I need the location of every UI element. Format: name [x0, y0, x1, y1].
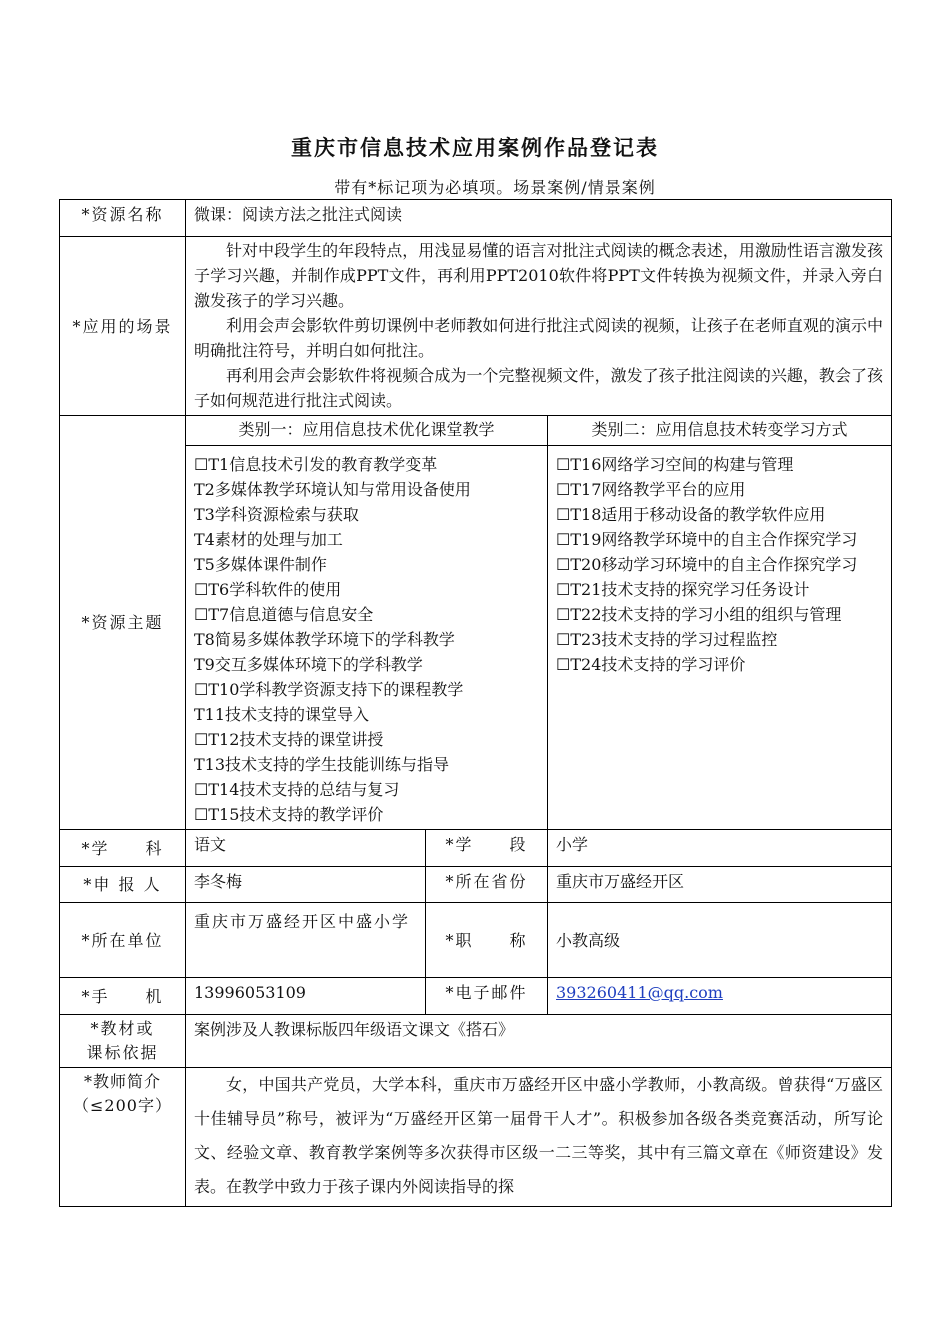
topic-checkbox-item[interactable]: ☐T20移动学习环境中的自主合作探究学习: [556, 555, 858, 574]
bio-label: [60, 1068, 186, 1207]
row-resource-name: [60, 200, 892, 237]
topic-checkbox-item[interactable]: ☐T19网络教学环境中的自主合作探究学习: [556, 530, 858, 549]
scene-content: [186, 237, 892, 416]
form-title: 重庆市信息技术应用案例作品登记表: [291, 135, 659, 160]
subject-value: 语文: [186, 830, 426, 867]
topic-item: T9交互多媒体环境下的学科教学: [194, 655, 423, 674]
subject-label: *学 科: [60, 830, 186, 867]
topic-checkbox-item[interactable]: ☐T22技术支持的学习小组的组织与管理: [556, 605, 842, 624]
topic-checkbox-item[interactable]: ☐T21技术支持的探究学习任务设计: [556, 580, 810, 599]
title-rank-value: 小教高级: [548, 903, 892, 978]
row-phone: [60, 978, 892, 1015]
textbook-label-line: *教材或: [90, 1019, 155, 1038]
topic-checkbox-item[interactable]: ☐T23技术支持的学习过程监控: [556, 630, 778, 649]
category-one-header: 类别一：应用信息技术优化课堂教学: [186, 416, 548, 446]
topic-checkbox-item[interactable]: ☐T18适用于移动设备的教学软件应用: [556, 505, 826, 524]
topic-checkbox-item[interactable]: ☐T10学科教学资源支持下的课程教学: [194, 680, 464, 699]
bio-text: 女，中国共产党员，大学本科，重庆市万盛经开区中盛小学教师，小教高级。曾获得“万盛区十佳辅导员”称号，被评为“万盛经开区第一届骨干人才”。积极参加各级各类竞赛活动，所写论文、经验文章、教育教学案例等多次获得市区级一二三等奖，其中有三篇文章在《师资建设》发表。在教学中致力于孩子课内外阅读指导的探: [194, 1075, 884, 1196]
row-applicant: [60, 867, 892, 903]
category-two-list: [548, 446, 892, 830]
row-scene: [60, 237, 892, 416]
province-value: 重庆市万盛经开区: [548, 867, 892, 903]
scene-label: *应用的场景: [60, 237, 186, 416]
title-rank-label: *职 称: [426, 903, 548, 978]
scene-paragraph: 针对中段学生的年段特点，用浅显易懂的语言对批注式阅读的概念表述，用激励性语言激发孩子学习兴趣，并制作成PPT文件，再利用PPT2010软件将PPT文件转换为视频文件，并录入旁白激发孩子的学习兴趣。: [194, 241, 884, 310]
topic-checkbox-item[interactable]: ☐T14技术支持的总结与复习: [194, 780, 400, 799]
phone-label: *手 机: [60, 978, 186, 1015]
scene-paragraph: 利用会声会影软件剪切课例中老师教如何进行批注式阅读的视频，让孩子在老师直观的演示中明确批注符号，并明白如何批注。: [194, 316, 884, 360]
resource-name-value: 微课：阅读方法之批注式阅读: [186, 200, 892, 237]
email-label: *电子邮件: [426, 978, 548, 1015]
topic-item: T5多媒体课件制作: [194, 555, 327, 574]
topics-label: *资源主题: [60, 416, 186, 830]
topic-checkbox-item[interactable]: ☐T7信息道德与信息安全: [194, 605, 374, 624]
resource-name-label: *资源名称: [60, 200, 186, 237]
applicant-label: *申 报 人: [60, 867, 186, 903]
topic-checkbox-item[interactable]: ☐T6学科软件的使用: [194, 580, 342, 599]
stage-value: 小学: [548, 830, 892, 867]
phone-value: 13996053109: [186, 978, 426, 1015]
topic-item: T13技术支持的学生技能训练与指导: [194, 755, 450, 774]
topic-item: T11技术支持的课堂导入: [194, 705, 370, 724]
row-unit: [60, 903, 892, 978]
topic-item: T3学科资源检索与获取: [194, 505, 359, 524]
textbook-label-line: 课标依据: [86, 1043, 159, 1062]
topic-item: T2多媒体教学环境认知与常用设备使用: [194, 480, 471, 499]
textbook-value: 案例涉及人教课标版四年级语文课文《搭石》: [186, 1015, 892, 1068]
topic-checkbox-item[interactable]: ☐T16网络学习空间的构建与管理: [556, 455, 794, 474]
applicant-value: 李冬梅: [186, 867, 426, 903]
province-label: *所在省份: [426, 867, 548, 903]
email-link[interactable]: 393260411@qq.com: [556, 983, 723, 1002]
row-bio: [60, 1068, 892, 1207]
bio-label-line: *教师简介: [83, 1072, 161, 1091]
bio-value: [186, 1068, 892, 1207]
topic-checkbox-item[interactable]: ☐T24技术支持的学习评价: [556, 655, 746, 674]
category-two-header: 类别二：应用信息技术转变学习方式: [548, 416, 892, 446]
topic-checkbox-item[interactable]: ☐T12技术支持的课堂讲授: [194, 730, 384, 749]
row-topic-categories: [60, 416, 892, 446]
bio-label-line: （≤200字）: [73, 1096, 172, 1115]
topic-item: T8简易多媒体教学环境下的学科教学: [194, 630, 455, 649]
stage-label: *学 段: [426, 830, 548, 867]
registration-table: [59, 199, 892, 1207]
topic-checkbox-item[interactable]: ☐T1信息技术引发的教育教学变革: [194, 455, 438, 474]
scene-paragraph: 再利用会声会影软件将视频合成为一个完整视频文件，激发了孩子批注阅读的兴趣，教会了孩子如何规范进行批注式阅读。: [194, 366, 884, 410]
topic-checkbox-item[interactable]: ☐T17网络教学平台的应用: [556, 480, 746, 499]
row-subject: [60, 830, 892, 867]
form-subtitle: 带有*标记项为必填项。场景案例/情景案例: [334, 178, 656, 197]
unit-label: *所在单位: [60, 903, 186, 978]
row-textbook: [60, 1015, 892, 1068]
unit-value: 重庆市万盛经开区中盛小学: [186, 903, 426, 978]
textbook-label: [60, 1015, 186, 1068]
category-one-list: [186, 446, 548, 830]
topic-checkbox-item[interactable]: ☐T15技术支持的教学评价: [194, 805, 384, 824]
topic-item: T4素材的处理与加工: [194, 530, 343, 549]
email-cell: [548, 978, 892, 1015]
